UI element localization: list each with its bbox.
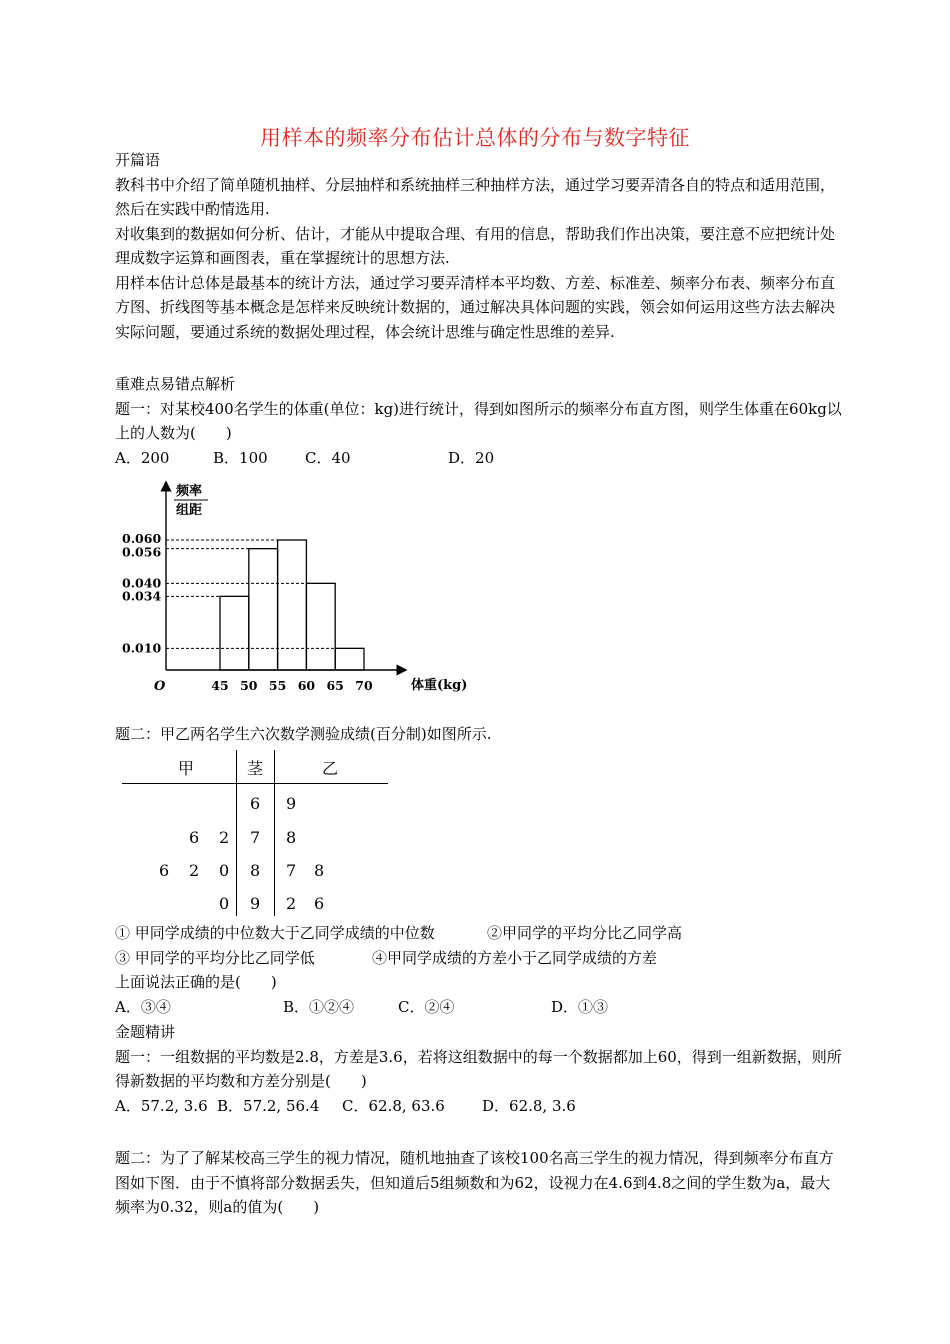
statement-1: ① 甲同学成绩的中位数大于乙同学成绩的中位数 [115,924,435,942]
intro-section [115,148,845,344]
intro-paragraph: 教科书中介绍了简单随机抽样、分层抽样和系统抽样三种抽样方法，通过学习要弄清各自的特点和适用范围，然后在实践中酌情选用. [115,175,836,218]
option-a: A．200 [115,448,170,467]
option-c: C．40 [305,448,351,467]
stem-leaf-plot [120,750,390,920]
x-tick-label: 70 [355,678,373,693]
y-axis-label-top: 频率 [176,484,203,499]
x-tick-label: 55 [268,678,287,693]
stem-divider-left [236,750,237,916]
stem-value: 9 [250,894,261,913]
question-2-statements [115,921,845,1019]
statement-4: ④甲同学成绩的方差小于乙同学成绩的方差 [372,948,658,967]
x-axis-label: 体重(kg) [411,678,468,693]
frequency-histogram [110,478,480,698]
section-heading: 重难点易错点解析 [115,375,236,393]
answer-options [115,446,845,471]
histogram-bar [278,540,307,670]
option-a: A．③④ [115,997,171,1016]
option-c: C．②④ [398,997,455,1016]
leaf-right: 8 [286,828,297,847]
y-tick-label: 0.056 [122,544,162,560]
origin-label: O [154,679,166,694]
question-text: 题二：为了了解某校高三学生的视力情况，随机地抽查了该校100名高三学生的视力情况，得到频率分布直方图如下图．由于不慎将部分数据丢失，但知道后5组频数和为62，设视力在4.6到4.8之间的学生数为a，最大频率为0.32，则a的值为( ) [115,1149,834,1216]
answer-options [115,995,845,1020]
y-tick-label: 0.060 [122,531,162,546]
option-d: D．20 [448,448,495,467]
page-title: 用样本的频率分布估计总体的分布与数字特征 [260,126,690,150]
statement-3: ③ 甲同学的平均分比乙同学低 [115,948,315,967]
header-left: 甲 [178,759,195,778]
intro-paragraph: 对收集到的数据如何分析、估计，才能从中提取合理、有用的信息，帮助我们作出决策，要注意不应把统计处理成数字运算和画图表，重在掌握统计的思想方法. [115,224,836,267]
leaf-left: 0 [219,894,230,913]
option-c: C．62.8, 63.6 [342,1096,445,1115]
stem-value: 7 [250,828,261,847]
leaf-right: 2 [286,894,297,913]
histogram-bar [249,549,278,670]
answer-options [115,1094,845,1119]
question-text: 题一：一组数据的平均数是2.8，方差是3.6，若将这组数据中的每一个数据都加上60，得到一组新数据，则所得新数据的平均数和方差分别是( ) [115,1047,842,1090]
stem-divider-right [274,750,275,916]
question-text: 题一：对某校400名学生的体重(单位：kg)进行统计，得到如图所示的频率分布直方图，则学生体重在60kg以上的人数为( ) [115,399,842,442]
section-2-question-2 [115,1146,845,1220]
intro-heading: 开篇语 [115,151,161,169]
option-d: D．①③ [551,997,609,1016]
x-tick-label: 60 [297,678,316,693]
x-tick-label: 65 [326,678,344,693]
leaf-right: 7 [286,861,297,880]
section-heading: 金题精讲 [115,1023,176,1041]
y-tick-label: 0.010 [122,640,162,656]
statement-row [115,946,845,971]
histogram-bar [335,648,364,670]
y-tick-label: 0.034 [122,588,162,604]
header-stem: 茎 [247,759,264,778]
option-d: D．62.8, 3.6 [482,1096,576,1115]
question-2-text-block [115,722,845,747]
leaf-left: 0 [219,861,230,880]
y-tick-label: 0.040 [122,575,162,591]
option-b: B．100 [213,448,268,467]
section-difficult-points [115,372,845,470]
leaf-right: 9 [286,794,297,813]
stem-value: 6 [250,794,261,813]
x-tick-label: 50 [240,678,258,693]
leaf-left: 2 [219,828,230,847]
leaf-left: 6 [189,828,200,847]
question-prompt: 上面说法正确的是( ) [115,973,277,991]
statement-row [115,921,845,946]
leaf-left: 6 [159,861,170,880]
leaf-left: 2 [189,861,200,880]
question-text: 题二：甲乙两名学生六次数学测验成绩(百分制)如图所示. [115,725,492,743]
histogram-bar [220,596,249,670]
histogram-bar [306,583,335,670]
option-a: A．57.2, 3.6 [115,1096,208,1115]
y-axis-label-bottom: 组距 [176,503,203,518]
intro-paragraph: 用样本估计总体是最基本的统计方法，通过学习要弄清样本平均数、方差、标准差、频率分布表、频率分布直方图、折线图等基本概念是怎样来反映统计数据的，通过解决具体问题的实践，领会如何运用这些方法去解决实际问题，要通过系统的数据处理过程，体会统计思维与确定性思维的差异. [115,273,836,341]
leaf-right: 8 [314,861,325,880]
header-right: 乙 [322,759,339,778]
header-rule [122,783,388,784]
stem-value: 8 [250,861,261,880]
option-b: B．57.2, 56.4 [217,1096,320,1115]
x-tick-label: 45 [211,678,229,693]
option-b: B．①②④ [283,997,355,1016]
statement-2: ②甲同学的平均分比乙同学高 [487,924,683,942]
section-key-problems [115,1020,845,1118]
leaf-right: 6 [314,894,325,913]
